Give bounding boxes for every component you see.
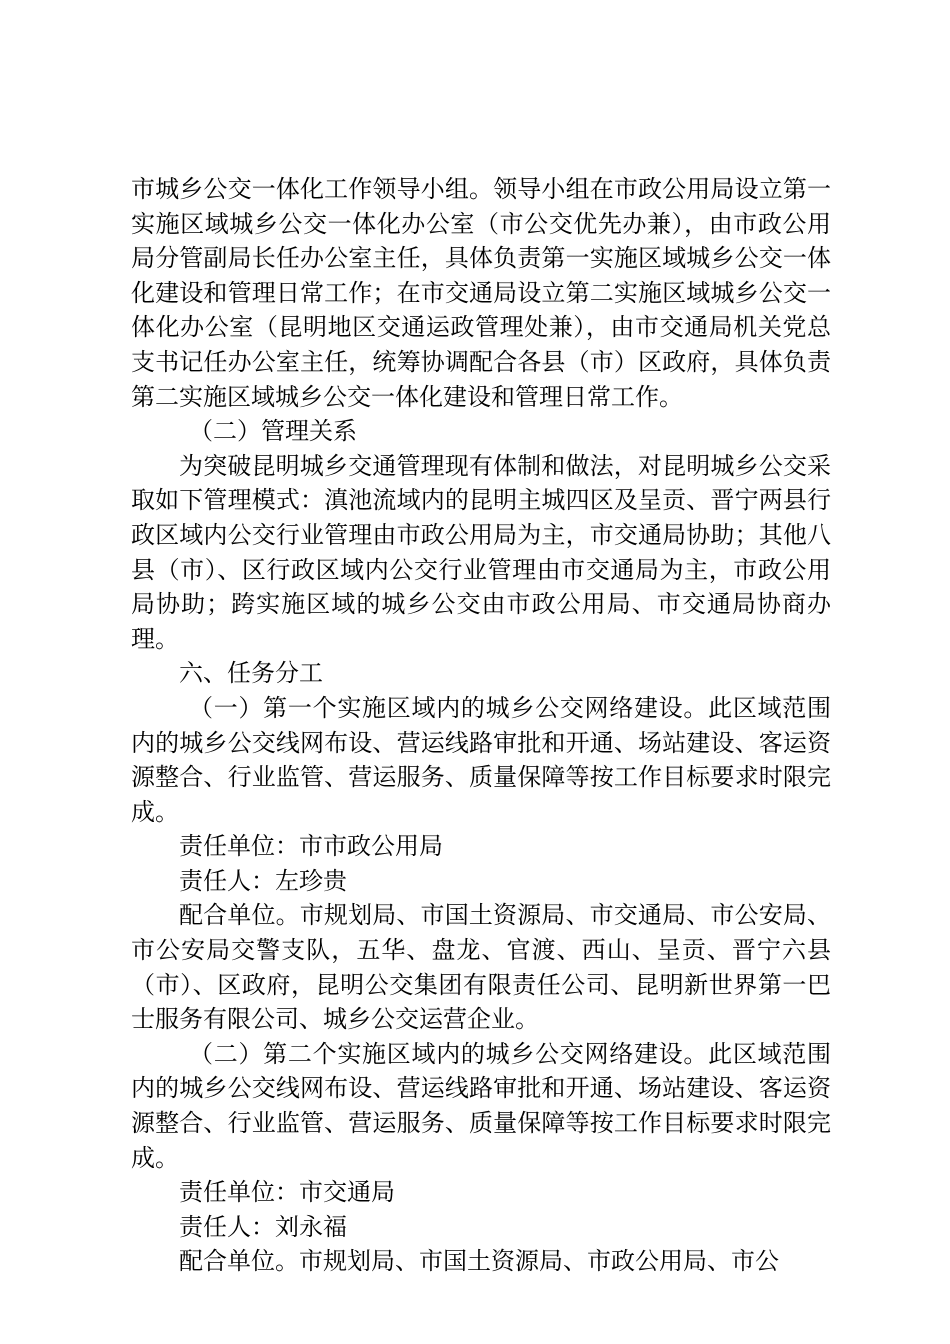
paragraph-first-region: （一）第一个实施区域内的城乡公交网络建设。此区域范围内的城乡公交线网布设、营运线路审批和开通、场站建设、客运资源整合、行业监管、营运服务、质量保障等按工作目标要求时限完成。	[131, 693, 831, 826]
paragraph-management-mode: 为突破昆明城乡交通管理现有体制和做法，对昆明城乡公交采取如下管理模式：滇池流域内的昆明主城四区及呈贡、晋宁两县行政区域内公交行业管理由市政公用局为主，市交通局协助；其他八县（市）、区行政区域内公交行业管理由市交通局为主，市政公用局协助；跨实施区域的城乡公交由市政公用局、市交通局协商办理。	[131, 451, 831, 653]
paragraph-leadership-group: 市城乡公交一体化工作领导小组。领导小组在市政公用局设立第一实施区域城乡公交一体化办公室（市公交优先办兼），由市政公用局分管副局长任办公室主任，具体负责第一实施区域城乡公交一体化建设和管理日常工作；在市交通局设立第二实施区域城乡公交一体化办公室（昆明地区交通运政管理处兼），由市交通局机关党总支书记任办公室主任，统筹协调配合各县（市）区政府，具体负责第二实施区域城乡公交一体化建设和管理日常工作。	[131, 175, 831, 411]
responsible-unit-second: 责任单位：市交通局	[179, 1178, 395, 1207]
heading-task-division: 六、任务分工	[179, 659, 323, 688]
cooperating-units-first: 配合单位。市规划局、市国土资源局、市交通局、市公安局、市公安局交警支队，五华、盘龙、官渡、西山、呈贡、晋宁六县（市）、区政府，昆明公交集团有限责任公司、昆明新世界第一巴士服务有限公司、城乡公交运营企业。	[131, 901, 831, 1034]
heading-management-relations: （二）管理关系	[189, 417, 357, 446]
cooperating-units-second: 配合单位。市规划局、市国土资源局、市政公用局、市公	[179, 1247, 779, 1276]
responsible-person-first: 责任人：左珍贵	[179, 866, 347, 895]
responsible-person-second: 责任人：刘永福	[179, 1212, 347, 1241]
responsible-unit-first: 责任单位：市市政公用局	[179, 832, 443, 861]
document-body	[131, 172, 831, 1279]
paragraph-second-region: （二）第二个实施区域内的城乡公交网络建设。此区域范围内的城乡公交线网布设、营运线路审批和开通、场站建设、客运资源整合、行业监管、营运服务、质量保障等按工作目标要求时限完成。	[131, 1039, 831, 1172]
